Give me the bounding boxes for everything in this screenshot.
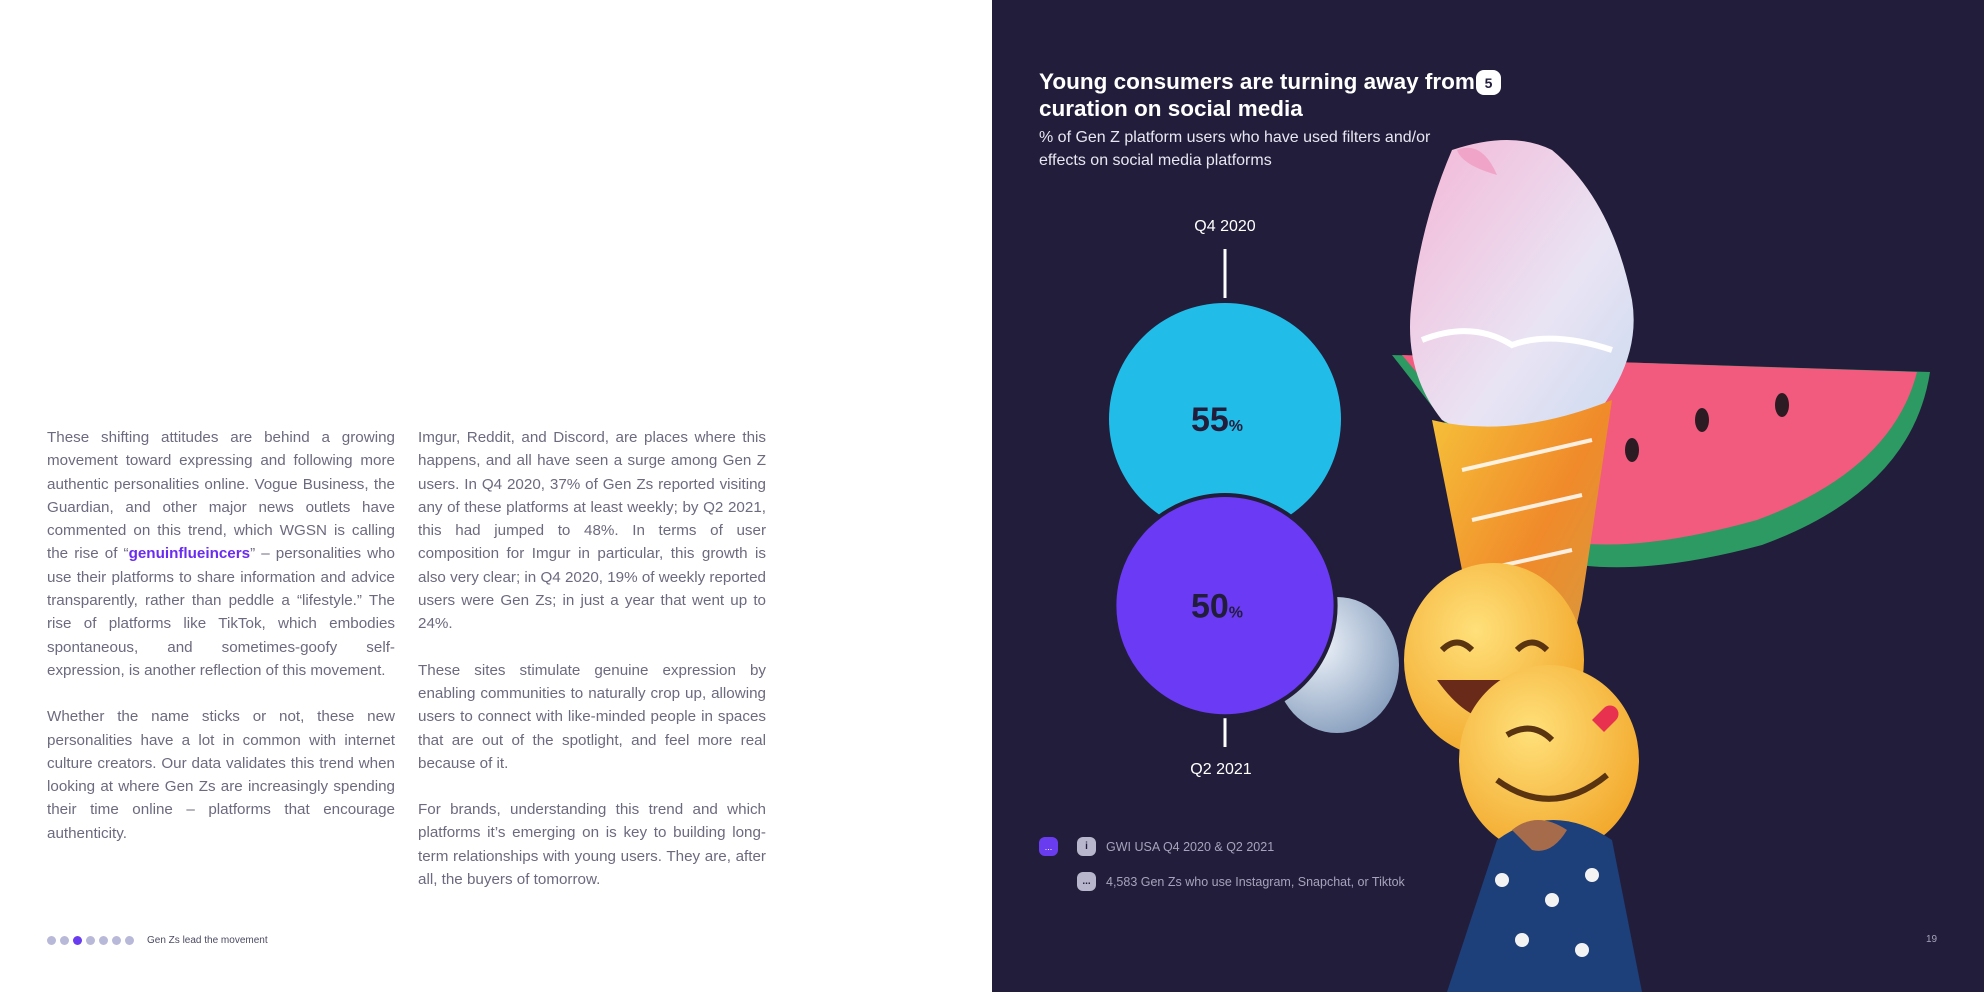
progress-dot-active: [73, 936, 82, 945]
progress-dot: [60, 936, 69, 945]
paragraph: For brands, understanding this trend and which platforms it’s emerging on is key to building long-term relationships with young users. They are, after all, the buyers of tomorrow.: [418, 801, 766, 889]
data-label: 50%: [1190, 587, 1244, 626]
paragraph: Imgur, Reddit, and Discord, are places where this happens, and all have seen a surge among Gen Z users. In Q4 2020, 37% of Gen Zs reported visiting any of these platforms at least weekly; by Q2 2021, this had jumped to 48%. In terms of user composition for Imgur in particular, this growth is also very clear; in Q4 2020, 19% of weekly reported users were Gen Zs; in just a year that went up to 24%.: [418, 429, 766, 633]
base-icon: ...: [1077, 872, 1096, 891]
source-row-1: [1039, 837, 1274, 856]
progress-dot: [47, 936, 56, 945]
paragraph-text: These shifting attitudes are behind a growing movement toward expressing and following more authentic personalities online. Vogue Business, the Guardian, and other major news outlets have commented on this trend, which WGSN is calling the rise of “: [47, 429, 395, 563]
paragraph: These sites stimulate genuine expression by enabling communities to naturally crop up, allowing users to connect with like-minded people in spaces that are out of the spotlight, and feel more real because of it.: [418, 661, 766, 772]
progress-dot: [86, 936, 95, 945]
category-label: Q2 2021: [1190, 761, 1252, 778]
data-label-unit: %: [1228, 604, 1244, 622]
progress-dot: [99, 936, 108, 945]
category-label: Q4 2020: [1194, 218, 1256, 235]
text-column-1: [47, 426, 395, 868]
base-text: 4,583 Gen Zs who use Instagram, Snapchat, or Tiktok: [1106, 874, 1405, 889]
paragraph: Whether the name sticks or not, these new personalities have a lot in common with internet culture creators. Our data validates this trend when looking at where Gen Zs are increasingly spending their time online – platforms that encourage authenticity.: [47, 708, 395, 842]
progress-dot: [112, 936, 121, 945]
more-chip[interactable]: ...: [1039, 837, 1058, 856]
paragraph: [47, 426, 395, 682]
data-label-unit: %: [1228, 418, 1244, 435]
text-column-2: [418, 426, 766, 914]
page-number: 19: [1926, 934, 1938, 945]
chart-number-badge: 5: [1476, 70, 1501, 95]
paragraph-text: ” – personalities who use their platforms to share information and advice transparently, rather than peddle a “lifestyle.” The rise of platforms like TikTok, which embodies spontaneous, and sometimes-goofy self-expression, is another reflection of this movement.: [47, 545, 396, 679]
chart-title: Young consumers are turning away from curation on social media: [1039, 69, 1475, 121]
section-label: Gen Zs lead the movement: [147, 935, 268, 946]
section-footer: [47, 935, 268, 946]
highlight-term: genuinflueincers: [128, 545, 251, 563]
right-page: [992, 0, 1984, 992]
info-icon: i: [1077, 837, 1096, 856]
source-row-2: [1077, 872, 1405, 891]
data-label: 55%: [1190, 401, 1244, 439]
chart-subtitle: % of Gen Z platform users who have used filters and/or effects on social media platforms: [1039, 129, 1431, 169]
progress-dot: [125, 936, 134, 945]
source-text: GWI USA Q4 2020 & Q2 2021: [1106, 839, 1275, 854]
